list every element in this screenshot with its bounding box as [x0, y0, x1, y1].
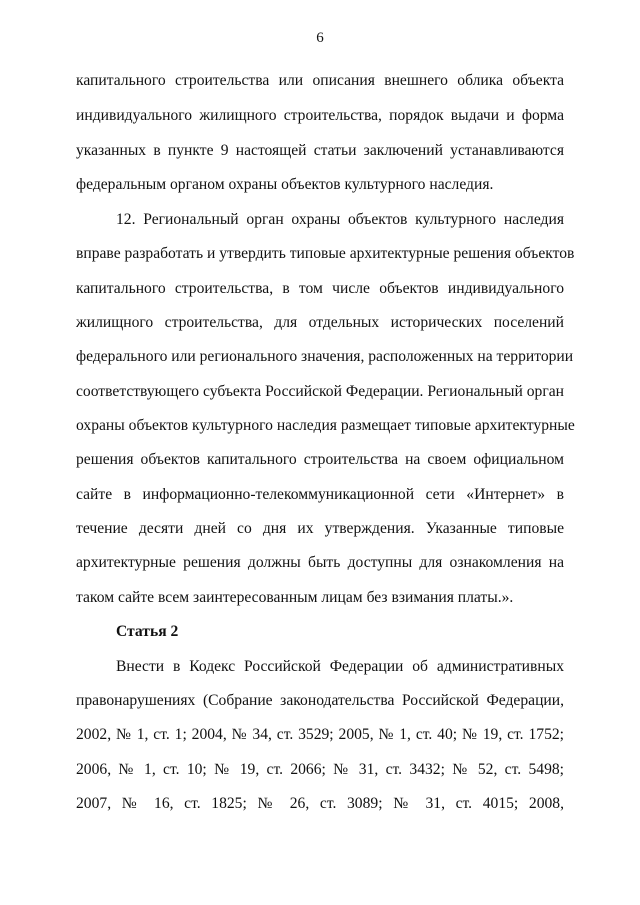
text-line: таком сайте всем заинтересованным лицам без взимания платы.». — [76, 589, 514, 606]
text-line: федеральным органом охраны объектов культурного наследия. — [76, 176, 494, 193]
text-line: Внести в Кодекс Российской Федерации об административных — [116, 658, 564, 675]
article-heading: Статья 2 — [116, 623, 179, 640]
text-line: капитального строительства, в том числе объектов индивидуального — [76, 280, 564, 297]
text-line: 2006, № 1, ст. 10; № 19, ст. 2066; № 31, ст. 3432; № 52, ст. 5498; — [76, 761, 564, 778]
page-number: 6 — [316, 30, 324, 46]
text-line: вправе разработать и утвердить типовые архитектурные решения объектов — [76, 245, 575, 262]
text-line: правонарушениях (Собрание законодательства Российской Федерации, — [76, 692, 564, 709]
text-line: жилищного строительства, для отдельных исторических поселений — [76, 314, 564, 331]
text-line: сайте в информационно-телекоммуникационной сети «Интернет» в — [76, 486, 564, 503]
text-line: 2007, № 16, ст. 1825; № 26, ст. 3089; № 31, ст. 4015; 2008, — [76, 795, 564, 812]
text-line: 2002, № 1, ст. 1; 2004, № 34, ст. 3529; 2005, № 1, ст. 40; № 19, ст. 1752; — [76, 726, 564, 743]
text-line: соответствующего субъекта Российской Федерации. Региональный орган — [76, 383, 564, 400]
text-line: индивидуального жилищного строительства, порядок выдачи и форма — [76, 107, 564, 124]
text-line: течение десяти дней со дня их утверждения. Указанные типовые — [76, 520, 564, 537]
text-line: указанных в пункте 9 настоящей статьи заключений устанавливаются — [76, 142, 564, 159]
text-line: архитектурные решения должны быть доступны для ознакомления на — [76, 554, 564, 571]
text-line: решения объектов капитального строительства на своем официальном — [76, 451, 564, 468]
text-line: охраны объектов культурного наследия размещает типовые архитектурные — [76, 417, 575, 434]
text-line: капитального строительства или описания внешнего облика объекта — [76, 72, 564, 89]
text-line: федерального или регионального значения, расположенных на территории — [76, 348, 574, 365]
text-line: 12. Региональный орган охраны объектов культурного наследия — [116, 211, 564, 228]
